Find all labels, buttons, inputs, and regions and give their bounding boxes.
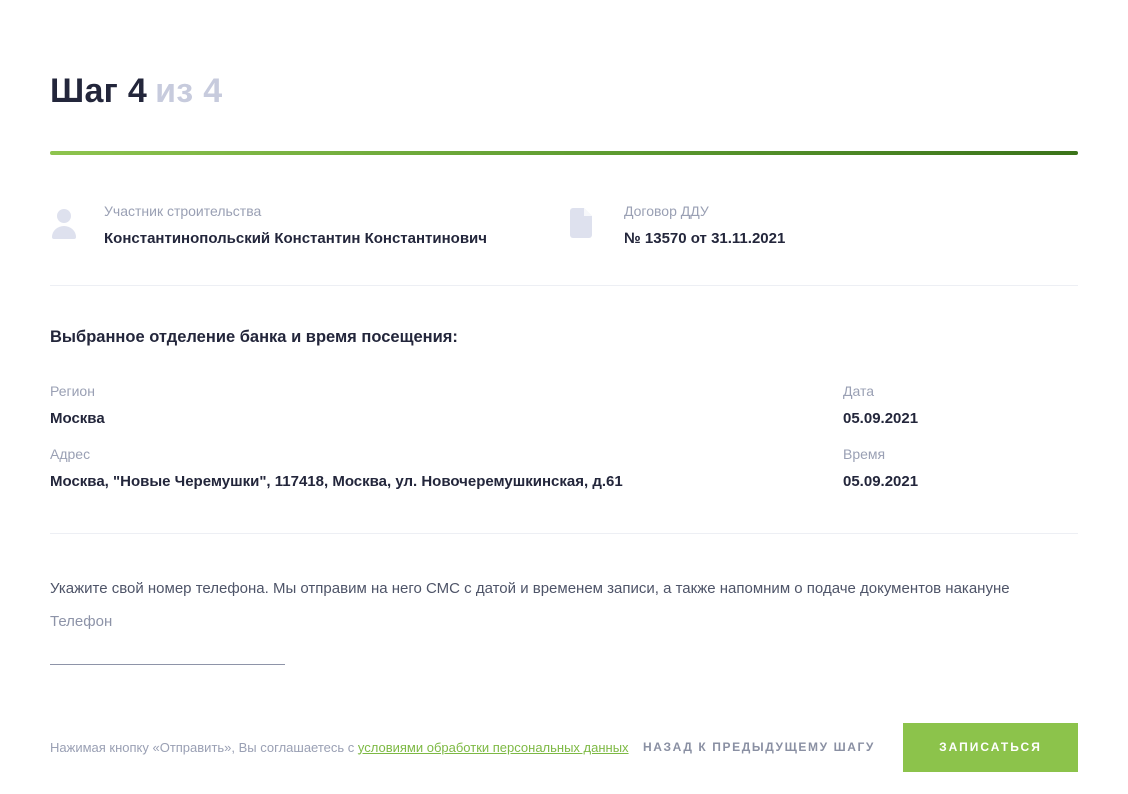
time-field [843, 446, 1078, 491]
page-title [50, 71, 1078, 111]
time-value: 05.09.2021 [843, 472, 919, 490]
progress-bar [50, 151, 1078, 155]
consent-prefix: Нажимая кнопку «Отправить», Вы соглашаетесь с [50, 739, 358, 755]
back-to-previous-step-link[interactable]: НАЗАД К ПРЕДЫДУЩЕМУ ШАГУ [642, 740, 875, 755]
participant-value: Константинопольский Константин Константинович [104, 229, 487, 247]
address-field [50, 446, 843, 491]
address-value: Москва, "Новые Черемушки", 117418, Москва, ул. Новочеремушкинская, д.61 [50, 472, 623, 490]
participant-label: Участник строительства [104, 202, 262, 219]
phone-input[interactable] [50, 633, 285, 665]
step-current-label: Шаг 4 [50, 71, 148, 110]
divider-middle [50, 533, 1078, 534]
date-field [843, 383, 1078, 428]
phone-field-label: Телефон [50, 612, 113, 630]
address-label: Адрес [50, 445, 91, 462]
time-label: Время [843, 445, 886, 462]
section-heading: Выбранное отделение банка и время посещения: [50, 327, 458, 346]
personal-data-terms-link[interactable]: условиями обработки персональных данных [357, 739, 629, 755]
date-label: Дата [843, 382, 875, 399]
region-value: Москва [50, 409, 105, 427]
summary-row [50, 203, 1078, 248]
region-label: Регион [50, 382, 95, 399]
date-value: 05.09.2021 [843, 409, 919, 427]
contract-texts [624, 203, 785, 248]
submit-button[interactable]: ЗАПИСАТЬСЯ [903, 723, 1078, 772]
footer-actions [50, 723, 1078, 772]
region-field [50, 383, 843, 428]
divider-top [50, 285, 1078, 286]
contract-summary [570, 203, 785, 248]
participant-summary [50, 203, 570, 248]
participant-texts [104, 203, 487, 248]
step-total-label: из 4 [155, 71, 223, 110]
contract-value: № 13570 от 31.11.2021 [624, 229, 786, 247]
details-grid [50, 383, 1078, 491]
consent-text [50, 739, 629, 756]
document-icon [570, 207, 600, 239]
phone-description: Укажите свой номер телефона. Мы отправим на него СМС с датой и временем записи, а также напомним о подаче документов накануне [50, 579, 1010, 597]
contract-label: Договор ДДУ [624, 202, 709, 219]
person-icon [50, 207, 80, 241]
